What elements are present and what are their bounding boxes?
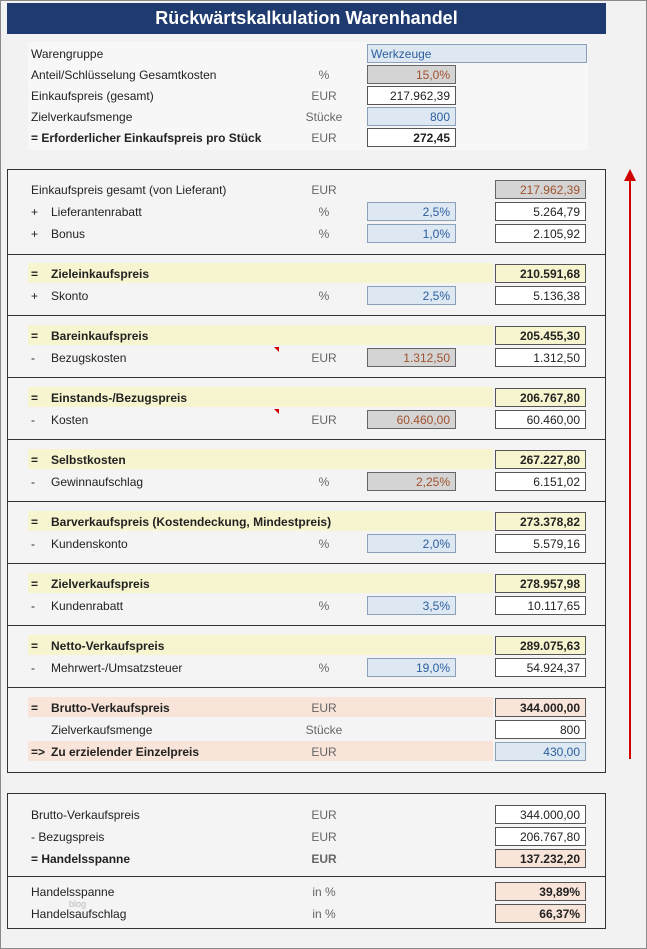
calc-op: = bbox=[31, 577, 39, 591]
calc-unit: EUR bbox=[311, 183, 337, 197]
calc-value: 205.455,30 bbox=[495, 326, 586, 345]
calc-value: 1.312,50 bbox=[495, 348, 586, 367]
calc-row-brutto bbox=[1, 697, 647, 719]
calc-row-subtotal bbox=[1, 387, 647, 409]
summary-label: Brutto-Verkaufspreis bbox=[31, 808, 140, 822]
calc-row bbox=[1, 595, 647, 617]
calc-op: = bbox=[31, 453, 39, 467]
calc-label: Kosten bbox=[51, 413, 89, 427]
arrow-up-icon bbox=[624, 169, 636, 181]
calc-amount-input[interactable]: 1.312,50 bbox=[367, 348, 456, 367]
calc-value: 5.264,79 bbox=[495, 202, 586, 221]
calc-label: Zu erzielender Einzelpreis bbox=[51, 745, 200, 759]
row-anteil bbox=[1, 64, 647, 86]
calc-value: 273.378,82 bbox=[495, 512, 586, 531]
calc-label: Zielverkaufspreis bbox=[51, 577, 150, 591]
input-ek-gesamt[interactable]: 217.962,39 bbox=[367, 86, 456, 105]
calc-pct-input[interactable]: 19,0% bbox=[367, 658, 456, 677]
label-zielmenge: Zielverkaufsmenge bbox=[31, 110, 133, 124]
comment-marker[interactable] bbox=[274, 347, 279, 352]
calc-label: Einstands-/Bezugspreis bbox=[51, 391, 188, 405]
calc-unit: EUR bbox=[311, 701, 337, 715]
comment-marker[interactable] bbox=[274, 409, 279, 414]
calc-op: => bbox=[31, 745, 46, 759]
calc-unit: % bbox=[318, 537, 330, 551]
calc-row-subtotal bbox=[1, 511, 647, 533]
calc-op: - bbox=[31, 661, 35, 675]
unit-ek-stueck: EUR bbox=[311, 131, 337, 145]
summary-row bbox=[1, 826, 647, 848]
calc-row-subtotal bbox=[1, 635, 647, 657]
calc-row-subtotal bbox=[1, 573, 647, 595]
calc-unit: % bbox=[318, 599, 330, 613]
calc-op: + bbox=[31, 227, 39, 241]
unit-ek-gesamt: EUR bbox=[311, 89, 337, 103]
calc-value: 278.957,98 bbox=[495, 574, 586, 593]
calc-value: 800 bbox=[495, 720, 586, 739]
calc-value: 10.117,65 bbox=[495, 596, 586, 615]
input-zielmenge[interactable]: 800 bbox=[367, 107, 456, 126]
calc-pct-input[interactable]: 2,25% bbox=[367, 472, 456, 491]
calc-op: - bbox=[31, 351, 35, 365]
summary-value: 137.232,20 bbox=[495, 849, 586, 868]
calc-op: + bbox=[31, 205, 39, 219]
calc-pct-input[interactable]: 2,5% bbox=[367, 286, 456, 305]
calc-label: Bareinkaufspreis bbox=[51, 329, 149, 343]
watermark-text: blog bbox=[69, 899, 87, 909]
summary-row-handelsspanne bbox=[1, 848, 647, 870]
summary-unit: EUR bbox=[311, 852, 337, 866]
calc-value: 344.000,00 bbox=[495, 698, 586, 717]
calc-op: = bbox=[31, 515, 39, 529]
input-anteil[interactable]: 15,0% bbox=[367, 65, 456, 84]
calc-label: Gewinnaufschlag bbox=[51, 475, 144, 489]
summary-value: 206.767,80 bbox=[495, 827, 586, 846]
calc-label: Bezugskosten bbox=[51, 351, 127, 365]
calc-row bbox=[1, 533, 647, 555]
summary-value: 344.000,00 bbox=[495, 805, 586, 824]
label-anteil: Anteil/Schlüsselung Gesamtkosten bbox=[31, 68, 217, 82]
calc-label: Mehrwert-/Umsatzsteuer bbox=[51, 661, 183, 675]
unit-anteil: % bbox=[318, 68, 330, 82]
sheet-title: Rückwärtskalkulation Warenhandel bbox=[7, 3, 606, 34]
row-zielmenge bbox=[1, 106, 647, 128]
calc-op: + bbox=[31, 289, 39, 303]
calc-unit: % bbox=[318, 289, 330, 303]
calc-row-subtotal bbox=[1, 263, 647, 285]
row-ek-gesamt bbox=[1, 85, 647, 107]
calc-op: = bbox=[31, 267, 39, 281]
calc-label: Brutto-Verkaufspreis bbox=[51, 701, 170, 715]
calc-unit: EUR bbox=[311, 413, 337, 427]
calc-label: Selbstkosten bbox=[51, 453, 126, 467]
calc-label: Netto-Verkaufspreis bbox=[51, 639, 165, 653]
calc-pct-input[interactable]: 2,5% bbox=[367, 202, 456, 221]
calc-pct-input[interactable]: 3,5% bbox=[367, 596, 456, 615]
calc-label: Einkaufspreis gesamt (von Lieferant) bbox=[31, 183, 227, 197]
input-warengruppe[interactable]: Werkzeuge bbox=[367, 44, 587, 63]
calc-op: - bbox=[31, 475, 35, 489]
summary-row bbox=[1, 804, 647, 826]
value-ek-stueck: 272,45 bbox=[367, 128, 456, 147]
unit-zielmenge: Stücke bbox=[305, 110, 343, 124]
calc-unit: Stücke bbox=[305, 723, 343, 737]
calc-value: 210.591,68 bbox=[495, 264, 586, 283]
calc-row bbox=[1, 179, 647, 201]
summary-value: 39,89% bbox=[495, 882, 586, 901]
calc-unit: % bbox=[318, 227, 330, 241]
summary-unit: EUR bbox=[311, 808, 337, 822]
calc-value: 289.075,63 bbox=[495, 636, 586, 655]
calc-op: = bbox=[31, 329, 39, 343]
row-warengruppe bbox=[1, 43, 647, 65]
calc-label: Kundenrabatt bbox=[51, 599, 124, 613]
calc-op: = bbox=[31, 701, 39, 715]
calc-unit: % bbox=[318, 661, 330, 675]
calc-value: 430,00 bbox=[495, 742, 586, 761]
calc-label: Zieleinkaufspreis bbox=[51, 267, 150, 281]
calc-row bbox=[1, 223, 647, 245]
calc-value: 5.136,38 bbox=[495, 286, 586, 305]
calc-label: Kundenskonto bbox=[51, 537, 128, 551]
calc-row bbox=[1, 657, 647, 679]
calc-amount-input[interactable]: 60.460,00 bbox=[367, 410, 456, 429]
calc-value: 2.105,92 bbox=[495, 224, 586, 243]
calc-unit: EUR bbox=[311, 745, 337, 759]
summary-label: - Bezugspreis bbox=[31, 830, 105, 844]
summary-unit: in % bbox=[312, 885, 336, 899]
calc-label: Bonus bbox=[51, 227, 86, 241]
calc-op: = bbox=[31, 639, 39, 653]
calc-row-einzelpreis bbox=[1, 741, 647, 763]
calc-op: - bbox=[31, 413, 35, 427]
calc-row bbox=[1, 471, 647, 493]
label-ek-stueck: = Erforderlicher Einkaufspreis pro Stück bbox=[31, 131, 262, 145]
calc-value: 267.227,80 bbox=[495, 450, 586, 469]
upward-arrow-line bbox=[629, 179, 631, 759]
calc-value: 206.767,80 bbox=[495, 388, 586, 407]
summary-label: Handelsaufschlag bbox=[31, 907, 127, 921]
calc-value[interactable]: 217.962,39 bbox=[495, 180, 586, 199]
calc-label: Zielverkaufsmenge bbox=[51, 723, 153, 737]
row-ek-stueck bbox=[1, 127, 647, 149]
calc-label: Skonto bbox=[51, 289, 89, 303]
calc-op: = bbox=[31, 391, 39, 405]
calc-row bbox=[1, 285, 647, 307]
label-ek-gesamt: Einkaufspreis (gesamt) bbox=[31, 89, 154, 103]
calc-unit: % bbox=[318, 475, 330, 489]
calc-value: 5.579,16 bbox=[495, 534, 586, 553]
calc-pct-input[interactable]: 2,0% bbox=[367, 534, 456, 553]
calc-row-subtotal bbox=[1, 449, 647, 471]
calc-pct-input[interactable]: 1,0% bbox=[367, 224, 456, 243]
summary-value: 66,37% bbox=[495, 904, 586, 923]
summary-row-pct bbox=[1, 903, 647, 925]
calc-label: Barverkaufspreis (Kostendeckung, Mindestpreis) bbox=[51, 515, 332, 529]
calc-op: - bbox=[31, 599, 35, 613]
calc-value: 54.924,37 bbox=[495, 658, 586, 677]
calc-op: - bbox=[31, 537, 35, 551]
calc-label: Lieferantenrabatt bbox=[51, 205, 142, 219]
calc-row bbox=[1, 347, 647, 369]
calc-row bbox=[1, 201, 647, 223]
calc-row bbox=[1, 719, 647, 741]
label-warengruppe: Warengruppe bbox=[31, 47, 104, 61]
calc-value: 6.151,02 bbox=[495, 472, 586, 491]
summary-label: Handelsspanne bbox=[31, 885, 115, 899]
summary-unit: EUR bbox=[311, 830, 337, 844]
calc-unit: EUR bbox=[311, 351, 337, 365]
summary-unit: in % bbox=[312, 907, 336, 921]
calc-row bbox=[1, 409, 647, 431]
calc-row-subtotal bbox=[1, 325, 647, 347]
calc-unit: % bbox=[318, 205, 330, 219]
summary-row-pct bbox=[1, 881, 647, 903]
calc-value: 60.460,00 bbox=[495, 410, 586, 429]
summary-label: = Handelsspanne bbox=[31, 852, 131, 866]
